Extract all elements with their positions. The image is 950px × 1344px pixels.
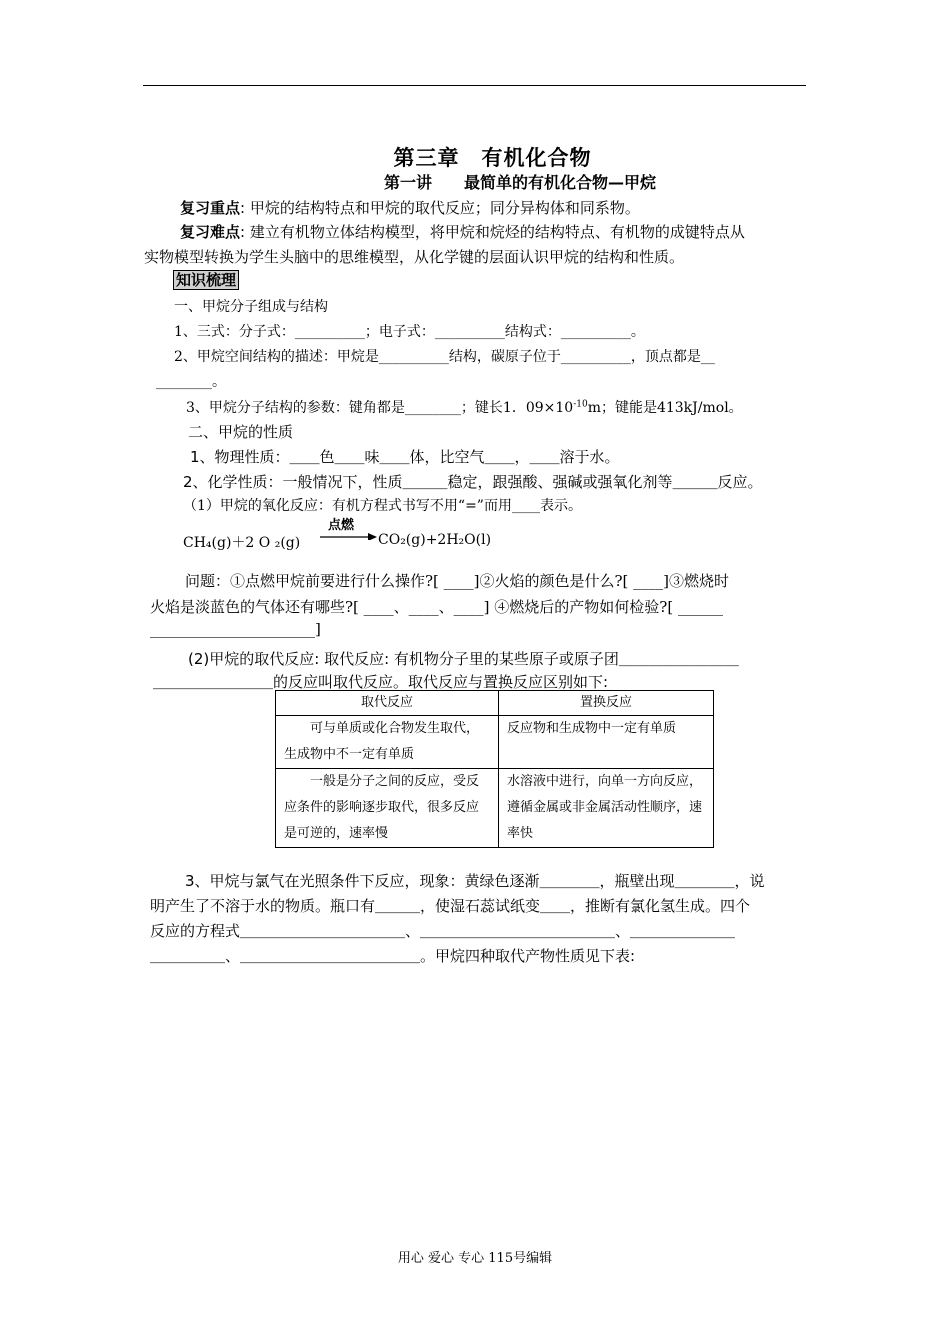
chemical-properties: 2、化学性质：一般情况下，性质＿＿＿稳定，跟强酸、强碱或强氧化剂等＿＿＿反应。: [183, 473, 763, 491]
reaction-arrow: [318, 514, 378, 540]
part1-heading: 一、甲烷分子组成与结构: [174, 299, 328, 315]
arrow-label: 点燃: [328, 518, 355, 533]
physical-properties: 1、物理性质：＿＿色＿＿味＿＿体，比空气＿＿，＿＿溶于水。: [190, 448, 620, 466]
section-tag: [173, 270, 239, 290]
key-label: 复习重点: [180, 199, 241, 217]
parameters-pre: 3、甲烷分子结构的参数：键角都是________；键长1．09×10: [186, 400, 574, 416]
parameters-post: m；键能是413kJ/mol。: [587, 400, 743, 416]
key-text: : 甲烷的结构特点和甲烷的取代反应；同分异构体和同系物。: [240, 199, 640, 217]
part3-line2: 明产生了不溶于水的物质。瓶口有＿＿＿，使湿石蕊试纸变＿＿，推断有氯化氢生成。四个: [150, 897, 751, 915]
table-header: 置换反应: [499, 691, 714, 716]
arrow-icon: [318, 514, 378, 540]
substitution-line2: ＿＿＿＿＿＿＿＿的反应叫取代反应。取代反应与置换反应区别如下:: [153, 673, 609, 691]
table-header-row: [276, 691, 714, 716]
table-row: [276, 769, 714, 848]
difficulty-label: 复习难点: [180, 223, 241, 241]
question-line3: ______________________]: [150, 620, 321, 638]
equation-left: CH₄(g)＋2 O ₂(g): [183, 535, 301, 551]
table-cell: 反应物和生成物中一定有单质: [499, 716, 714, 769]
part2-heading: 二、甲烷的性质: [188, 423, 294, 441]
part1-structure-line2: ________。: [156, 374, 226, 390]
table-header: 取代反应: [276, 691, 499, 716]
page-footer: 用心 爱心 专心 115号编辑: [397, 1251, 553, 1266]
substitution-line1: (2)甲烷的取代反应: 取代反应: 有机物分子里的某些原子或原子团＿＿＿＿＿＿＿＿: [188, 650, 739, 668]
question-line2: 火焰是淡蓝色的气体还有哪些?[ ____、____、____] ④燃烧后的产物如何检验?[ ______: [150, 598, 723, 616]
part3-line4: ＿＿＿＿＿、＿＿＿＿＿＿＿＿＿＿＿＿。甲烷四种取代产物性质见下表:: [150, 947, 636, 965]
part3-line1: 3、甲烷与氯气在光照条件下反应，现象：黄绿色逐渐＿＿＿＿，瓶壁出现＿＿＿＿，说: [185, 872, 765, 890]
key-points: [180, 197, 640, 218]
part1-formulas: 1、三式：分子式：__________；电子式：__________结构式：__________。: [174, 324, 645, 340]
table-cell: 水溶液中进行，向单一方向反应，遵循金属或非金属活动性顺序，速率快: [499, 769, 714, 848]
part1-structure-line1: 2、甲烷空间结构的描述：甲烷是__________结构，碳原子位于__________，顶点都是__: [174, 349, 715, 365]
oxidation-reaction: （1）甲烷的氧化反应：有机方程式书写不用“=”而用____表示。: [183, 498, 582, 514]
comparison-table: [275, 690, 714, 848]
table-cell: 可与单质或化合物发生取代，生成物中不一定有单质: [276, 716, 499, 769]
section-tag-label: 知识梳理: [173, 270, 239, 290]
difficulty-points: [180, 221, 745, 242]
table-cell: 一般是分子之间的反应，受反应条件的影响逐步取代，很多反应是可逆的，速率慢: [276, 769, 499, 848]
chapter-title: 第三章 有机化合物: [393, 146, 592, 170]
difficulty-text-line2: 实物模型转换为学生头脑中的思维模型，从化学键的层面认识甲烷的结构和性质。: [144, 248, 685, 266]
lesson-title: 第一讲 最简单的有机化合物—甲烷: [383, 173, 656, 192]
part1-parameters: [186, 397, 743, 417]
difficulty-text-line1: : 建立有机物立体结构模型，将甲烷和烷烃的结构特点、有机物的成键特点从: [240, 223, 745, 241]
question-line1: 问题：①点燃甲烷前要进行什么操作?[ ____]②火焰的颜色是什么?[ ____]③燃烧时: [185, 572, 730, 590]
equation-right: CO₂(g)+2H₂O(l): [378, 532, 492, 548]
header-rule: [143, 85, 806, 86]
table-row: [276, 716, 714, 769]
parameters-exponent: -10: [573, 399, 588, 410]
part3-line3: 反应的方程式＿＿＿＿＿＿＿＿＿＿＿、＿＿＿＿＿＿＿＿＿＿＿＿＿、＿＿＿＿＿＿＿: [150, 922, 736, 940]
